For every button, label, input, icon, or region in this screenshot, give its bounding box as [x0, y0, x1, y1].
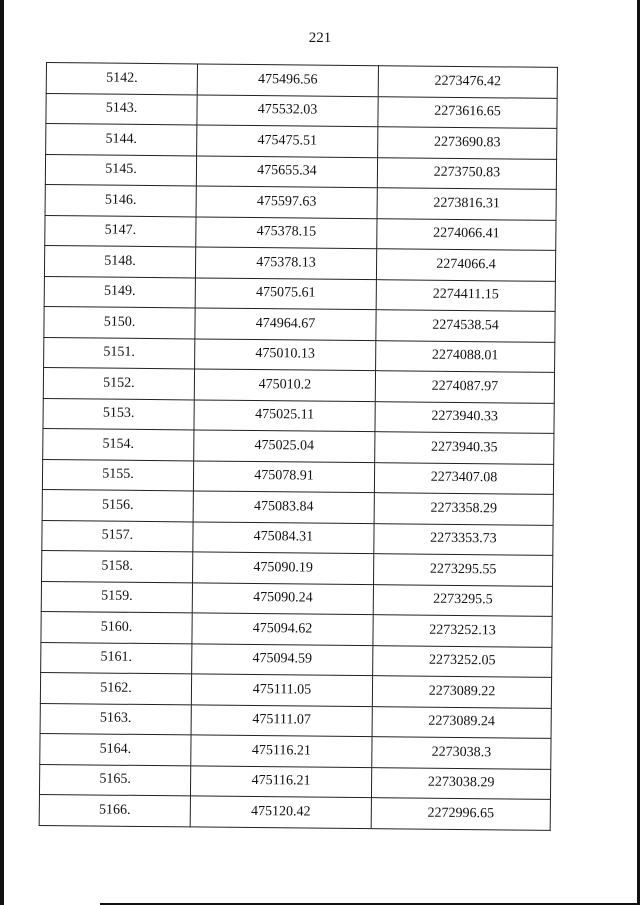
y-coordinate-cell: 2273089.24: [372, 706, 551, 738]
point-number-cell: 5160.: [41, 611, 192, 643]
x-coordinate-cell: 475084.31: [193, 521, 374, 553]
table-row: [45, 184, 556, 219]
y-coordinate-cell: 2274087.97: [375, 371, 554, 403]
table-row: [46, 124, 557, 159]
y-coordinate-cell: 2274088.01: [376, 340, 555, 372]
point-number-cell: 5161.: [41, 642, 192, 674]
x-coordinate-cell: 475094.59: [192, 643, 373, 675]
table-row: [39, 794, 550, 829]
table-row: [44, 306, 555, 341]
y-coordinate-cell: 2273038.3: [372, 737, 551, 769]
table-row: [46, 93, 557, 128]
table-row: [41, 611, 552, 646]
table-row: [44, 276, 555, 311]
table-row: [40, 672, 551, 707]
x-coordinate-cell: 475090.19: [193, 552, 374, 584]
point-number-cell: 5147.: [45, 215, 196, 247]
y-coordinate-cell: 2273358.29: [374, 493, 553, 525]
y-coordinate-cell: 2273038.29: [371, 767, 550, 799]
x-coordinate-cell: 475532.03: [197, 94, 378, 126]
page-number: 221: [308, 30, 332, 46]
table-row: [42, 550, 553, 585]
table-row: [44, 337, 555, 372]
x-coordinate-cell: 474964.67: [195, 308, 376, 340]
point-number-cell: 5158.: [42, 550, 193, 582]
coordinate-table-body: [39, 63, 557, 830]
table-row: [43, 398, 554, 433]
y-coordinate-cell: 2274066.4: [376, 249, 555, 281]
point-number-cell: 5162.: [40, 672, 191, 704]
point-number-cell: 5149.: [44, 276, 195, 308]
y-coordinate-cell: 2273089.22: [372, 676, 551, 708]
y-coordinate-cell: 2273940.35: [375, 432, 554, 464]
x-coordinate-cell: 475010.13: [195, 338, 376, 370]
x-coordinate-cell: 475075.61: [195, 277, 376, 309]
point-number-cell: 5152.: [43, 367, 194, 399]
point-number-cell: 5157.: [42, 520, 193, 552]
y-coordinate-cell: 2273252.05: [373, 645, 552, 677]
y-coordinate-cell: 2272996.65: [371, 798, 550, 830]
table-row: [39, 764, 550, 799]
x-coordinate-cell: 475010.2: [194, 369, 375, 401]
y-coordinate-cell: 2273295.55: [374, 554, 553, 586]
x-coordinate-cell: 475120.42: [190, 796, 371, 828]
y-coordinate-cell: 2273252.13: [373, 615, 552, 647]
x-coordinate-cell: 475475.51: [197, 125, 378, 157]
coordinate-table: [39, 62, 558, 830]
y-coordinate-cell: 2274411.15: [376, 279, 555, 311]
table-row: [41, 581, 552, 616]
y-coordinate-cell: 2273616.65: [378, 96, 557, 128]
x-coordinate-cell: 475116.21: [191, 735, 372, 767]
point-number-cell: 5146.: [45, 184, 196, 216]
y-coordinate-cell: 2274538.54: [376, 310, 555, 342]
point-number-cell: 5159.: [41, 581, 192, 613]
point-number-cell: 5154.: [43, 428, 194, 460]
point-number-cell: 5144.: [46, 124, 197, 156]
point-number-cell: 5151.: [44, 337, 195, 369]
x-coordinate-cell: 475083.84: [193, 491, 374, 523]
point-number-cell: 5156.: [42, 489, 193, 521]
x-coordinate-cell: 475496.56: [197, 64, 378, 96]
x-coordinate-cell: 475078.91: [193, 460, 374, 492]
point-number-cell: 5150.: [44, 306, 195, 338]
table-row: [42, 459, 553, 494]
table-row: [45, 215, 556, 250]
point-number-cell: 5153.: [43, 398, 194, 430]
x-coordinate-cell: 475090.24: [192, 582, 373, 614]
x-coordinate-cell: 475378.15: [196, 216, 377, 248]
x-coordinate-cell: 475094.62: [192, 613, 373, 645]
point-number-cell: 5166.: [39, 794, 190, 826]
scan-edge-left: [0, 0, 4, 905]
x-coordinate-cell: 475655.34: [196, 155, 377, 187]
x-coordinate-cell: 475597.63: [196, 186, 377, 218]
table-row: [40, 733, 551, 768]
point-number-cell: 5142.: [46, 63, 197, 95]
y-coordinate-cell: 2273353.73: [374, 523, 553, 555]
table-row: [42, 520, 553, 555]
x-coordinate-cell: 475111.07: [191, 704, 372, 736]
x-coordinate-cell: 475111.05: [191, 674, 372, 706]
table-row: [46, 63, 557, 98]
table-row: [43, 428, 554, 463]
y-coordinate-cell: 2273476.42: [378, 66, 557, 98]
y-coordinate-cell: 2273940.33: [375, 401, 554, 433]
point-number-cell: 5155.: [42, 459, 193, 491]
table-row: [42, 489, 553, 524]
point-number-cell: 5148.: [44, 245, 195, 277]
table-row: [43, 367, 554, 402]
x-coordinate-cell: 475378.13: [195, 247, 376, 279]
y-coordinate-cell: 2273690.83: [378, 127, 557, 159]
table-row: [44, 245, 555, 280]
x-coordinate-cell: 475116.21: [190, 765, 371, 797]
x-coordinate-cell: 475025.11: [194, 399, 375, 431]
table-row: [40, 703, 551, 738]
y-coordinate-cell: 2273750.83: [377, 157, 556, 189]
y-coordinate-cell: 2274066.41: [377, 218, 556, 250]
x-coordinate-cell: 475025.04: [194, 430, 375, 462]
y-coordinate-cell: 2273816.31: [377, 188, 556, 220]
table-row: [41, 642, 552, 677]
point-number-cell: 5163.: [40, 703, 191, 735]
point-number-cell: 5165.: [39, 764, 190, 796]
point-number-cell: 5164.: [40, 733, 191, 765]
point-number-cell: 5143.: [46, 93, 197, 125]
y-coordinate-cell: 2273295.5: [373, 584, 552, 616]
point-number-cell: 5145.: [45, 154, 196, 186]
table-row: [45, 154, 556, 189]
y-coordinate-cell: 2273407.08: [374, 462, 553, 494]
